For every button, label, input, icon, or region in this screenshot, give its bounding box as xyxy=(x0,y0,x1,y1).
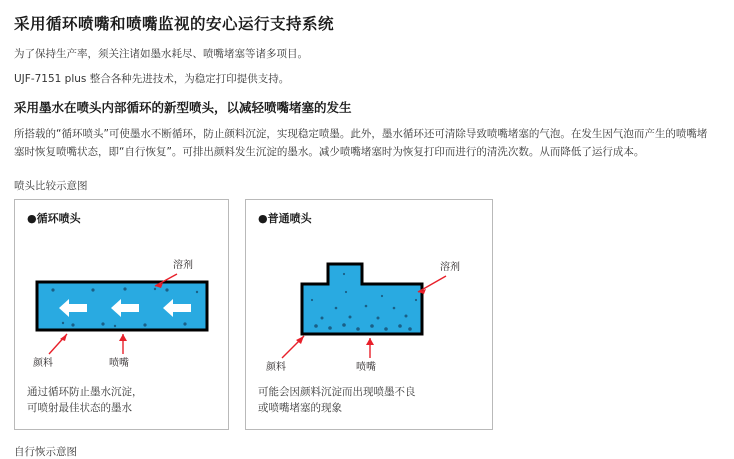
figure-right-pigment-label: 颜料 xyxy=(266,361,286,373)
section-heading: 采用墨水在喷头内部循环的新型喷头，以减轻喷嘴堵塞的发生 xyxy=(14,99,352,115)
intro-paragraph-2: UJF-7151 plus 整合各种先进技术，为稳定打印提供支持。 xyxy=(14,73,290,86)
figure-left-description-line-1: 通过循环防止墨水沉淀， xyxy=(27,385,143,398)
section-body-paragraph: 所搭载的“循环喷头”可使墨水不断循环，防止颜料沉淀，实现稳定喷墨。此外，墨水循环还可清除导致喷嘴堵塞的气泡。在发生因气泡而产生的喷嘴堵塞时恢复喷嘴状态，即“自行恢复”。可排出颜料发生沉淀的墨水。减少喷嘴堵塞时为恢复打印而进行的清洗次数。从而降低了运行成本。 xyxy=(14,127,708,159)
figure-normal-head xyxy=(245,199,493,431)
figure-left-title: ●循环喷头 xyxy=(27,211,81,225)
figure-right-diagram xyxy=(258,230,480,378)
figure-comparison-group xyxy=(14,199,716,431)
figure-caption-label: 喷头比较示意图 xyxy=(14,179,88,192)
figure-left-nozzle-label: 喷嘴 xyxy=(109,357,129,369)
figure-right-title: ●普通喷头 xyxy=(258,211,312,225)
figure-right-solvent-label: 溶剂 xyxy=(440,261,460,273)
figure-left-pigment-label: 颜料 xyxy=(33,357,53,369)
figure-right-description-line-2: 或喷嘴堵塞的现象 xyxy=(258,402,342,415)
figure-right-description-line-1: 可能会因颜料沉淀而出现喷墨不良 xyxy=(258,385,416,398)
figure-left-description-line-2: 可喷射最佳状态的墨水 xyxy=(27,402,132,415)
figure-right-description xyxy=(258,384,480,418)
figure-left-diagram xyxy=(27,230,216,378)
figure-right-svg xyxy=(258,230,480,378)
figure-circulation-head xyxy=(14,199,229,431)
page-title: 采用循环喷嘴和喷嘴监视的安心运行支持系统 xyxy=(14,15,335,33)
figure-right-nozzle-label: 喷嘴 xyxy=(356,361,376,373)
figure-left-description xyxy=(27,384,216,418)
bottom-caption-label: 自行恢示意图 xyxy=(14,446,77,459)
intro-paragraph-1: 为了保持生产率，须关注诸如墨水耗尽、喷嘴堵塞等诸多项目。 xyxy=(14,48,308,61)
figure-left-svg xyxy=(27,230,217,378)
figure-left-solvent-label: 溶剂 xyxy=(173,259,193,271)
